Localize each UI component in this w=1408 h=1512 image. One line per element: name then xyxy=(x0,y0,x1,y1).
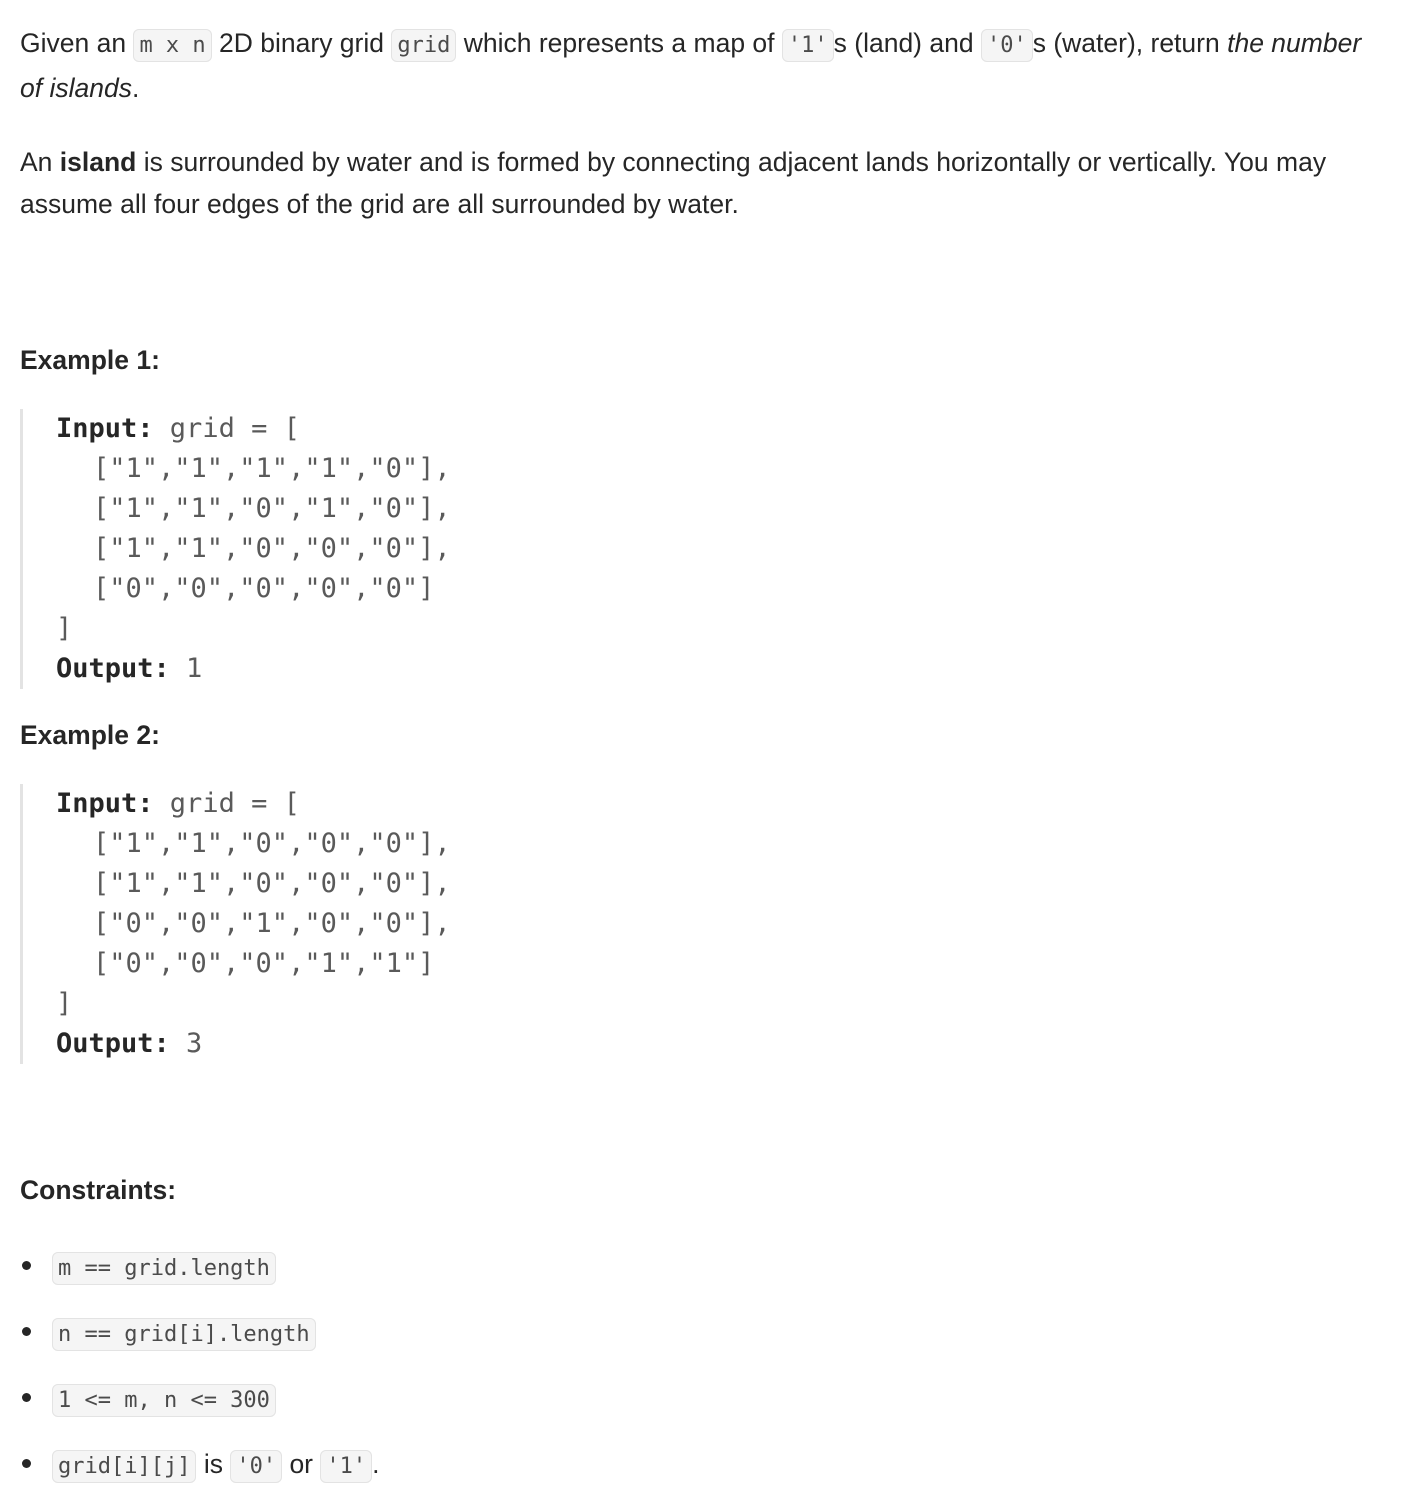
example-1-title: Example 1: xyxy=(20,345,160,375)
example-2-block xyxy=(20,784,1390,1064)
list-item xyxy=(20,1444,1390,1484)
grid-row: ["0","0","0","1","1"] xyxy=(93,948,435,979)
example-1-output-line xyxy=(56,649,1390,689)
input-close: ] xyxy=(56,613,73,644)
list-item xyxy=(20,1246,1390,1286)
inline-code-zero: '0' xyxy=(981,29,1033,62)
input-close: ] xyxy=(56,988,73,1019)
text: s (water), return xyxy=(1032,28,1228,58)
constraint-code: '1' xyxy=(320,1450,372,1483)
list-item xyxy=(20,1378,1390,1418)
inline-code-m-x-n: m x n xyxy=(133,29,211,62)
text: which represents a map of xyxy=(456,28,782,58)
bullet-icon xyxy=(22,1459,31,1468)
description-paragraph-2 xyxy=(20,141,1390,225)
text: 2D binary grid xyxy=(211,28,392,58)
emphasis-number-of-islands: the number of islands xyxy=(20,28,1362,103)
input-label: Input: xyxy=(56,413,154,444)
bullet-icon xyxy=(22,1261,31,1270)
text: An xyxy=(20,147,60,177)
grid-row: ["0","0","0","0","0"] xyxy=(93,573,435,604)
grid-row: ["1","1","0","0","0"], xyxy=(93,828,451,859)
output-value: 3 xyxy=(169,1028,203,1059)
inline-code-one: '1' xyxy=(782,29,834,62)
constraint-code: m == grid.length xyxy=(52,1252,276,1285)
output-value: 1 xyxy=(169,653,203,684)
constraint-code: '0' xyxy=(230,1450,282,1483)
text: s (land) and xyxy=(833,28,981,58)
example-1-block xyxy=(20,409,1390,689)
output-label: Output: xyxy=(56,653,170,684)
description-paragraph-1 xyxy=(20,22,1390,109)
constraints-list xyxy=(20,1246,1390,1484)
example-2-title: Example 2: xyxy=(20,720,160,750)
grid-row: ["1","1","0","0","0"], xyxy=(93,533,451,564)
strong-island: island xyxy=(59,147,137,177)
list-item xyxy=(20,1312,1390,1352)
example-2-input-line xyxy=(56,784,1390,824)
constraint-code: n == grid[i].length xyxy=(52,1318,316,1351)
text: . xyxy=(131,73,140,103)
text: is xyxy=(196,1449,231,1479)
bullet-icon xyxy=(22,1327,31,1336)
text: is surrounded by water and is formed by connecting adjacent lands horizontally or vertically. You may assume all four edges of the grid are all surrounded by water. xyxy=(20,147,1327,219)
text: Given an xyxy=(20,28,134,58)
inline-code-grid: grid xyxy=(391,29,456,62)
grid-row: ["0","0","1","0","0"], xyxy=(93,908,451,939)
constraint-code: 1 <= m, n <= 300 xyxy=(52,1384,276,1417)
grid-row: ["1","1","0","0","0"], xyxy=(93,868,451,899)
constraints-title: Constraints: xyxy=(20,1175,177,1205)
input-open: grid = [ xyxy=(153,788,300,819)
example-1-input-line xyxy=(56,409,1390,449)
text: . xyxy=(372,1449,380,1479)
constraint-code: grid[i][j] xyxy=(52,1450,196,1483)
text: or xyxy=(282,1449,321,1479)
bullet-icon xyxy=(22,1393,31,1402)
input-label: Input: xyxy=(56,788,154,819)
problem-description xyxy=(20,22,1390,1484)
input-open: grid = [ xyxy=(153,413,300,444)
grid-row: ["1","1","0","1","0"], xyxy=(93,493,451,524)
grid-row: ["1","1","1","1","0"], xyxy=(93,453,451,484)
output-label: Output: xyxy=(56,1028,170,1059)
example-2-output-line xyxy=(56,1024,1390,1064)
